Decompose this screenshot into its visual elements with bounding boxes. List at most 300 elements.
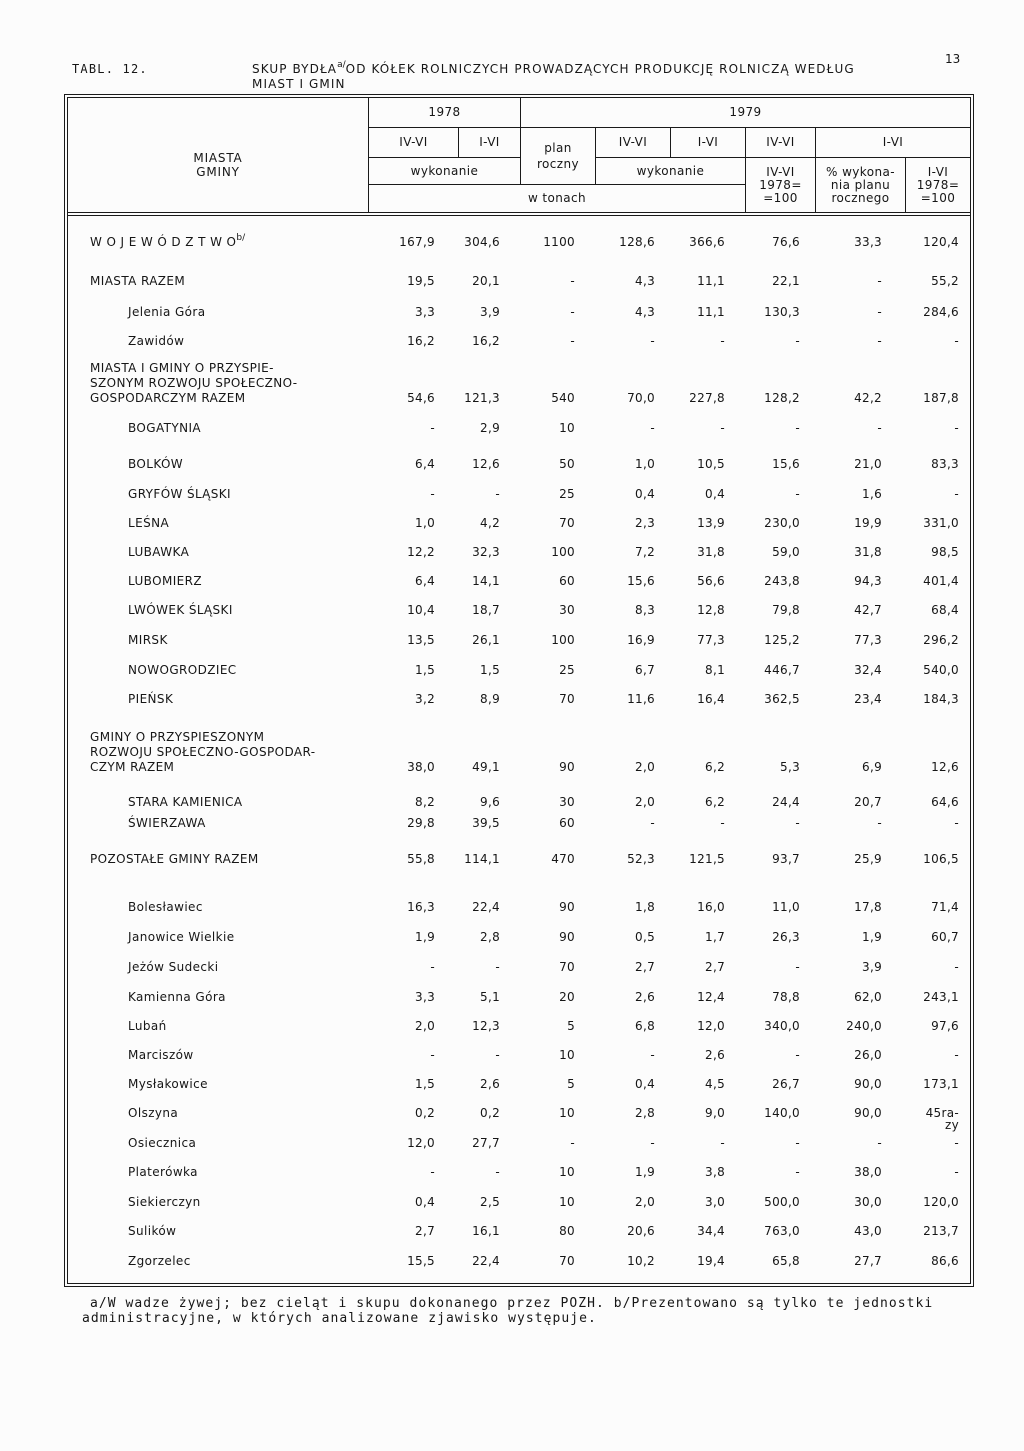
value-plan-execution-pct: 94,3 [854,574,882,588]
value-1979-i-vi: 2,6 [705,1048,725,1062]
value-index-i-vi: 86,6 [931,1254,959,1268]
value-index-i-vi: - [954,960,959,974]
value-index-i-vi: 243,1 [923,990,959,1004]
value-1978-iv-vi: 1,5 [415,1077,435,1091]
column-header-plan-execution: % wykona- nia planu rocznego [815,158,905,212]
unit-name-label: Jelenia Góra [128,305,206,319]
value-index-iv-vi: 76,6 [772,235,800,249]
unit-name-label: Platerówka [128,1165,198,1179]
value-plan-execution-pct: 20,7 [854,795,882,809]
value-index-iv-vi: 78,8 [772,990,800,1004]
value-plan-1979: 30 [559,603,575,617]
column-header-index-iv-vi: IV-VI 1978= =100 [745,158,815,212]
value-1978-i-vi: 20,1 [472,274,500,288]
value-index-iv-vi: - [795,487,800,501]
value-1978-i-vi: 9,6 [480,795,500,809]
value-plan-1979: 1100 [543,235,575,249]
value-index-i-vi: 106,5 [923,852,959,866]
table-title-line2: MIAST I GMIN [252,77,346,91]
unit-name [68,487,368,502]
unit-name-label: PIEŃSK [128,692,174,706]
unit-name-label: Sulików [128,1224,177,1238]
unit-name [68,305,368,320]
value-1979-i-vi: 13,9 [697,516,725,530]
unit-name [68,1224,368,1239]
table-number: TABL. 12. [72,62,148,76]
footnote-marker: b/ [236,233,246,243]
value-1979-i-vi: - [720,421,725,435]
value-1978-i-vi: 304,6 [464,235,500,249]
value-plan-1979: 70 [559,1254,575,1268]
table-row [68,1151,970,1180]
table-row [68,472,970,502]
value-index-iv-vi: 230,0 [764,516,800,530]
value-1979-i-vi: 19,4 [697,1254,725,1268]
value-1978-i-vi: - [495,960,500,974]
value-index-iv-vi: 140,0 [764,1106,800,1120]
value-plan-1979: 100 [551,545,575,559]
value-index-iv-vi: 340,0 [764,1019,800,1033]
value-1978-iv-vi: 12,0 [407,1136,435,1150]
value-1978-i-vi: 114,1 [464,852,500,866]
table-row [68,678,970,707]
table-row [68,406,970,436]
unit-name-label: Osiecznica [128,1136,197,1150]
value-1979-i-vi: 227,8 [689,391,725,405]
value-index-i-vi: 98,5 [931,545,959,559]
value-1979-i-vi: 11,1 [697,305,725,319]
value-index-i-vi: 83,3 [931,457,959,471]
value-plan-execution-pct: 21,0 [854,457,882,471]
value-1978-i-vi: 22,4 [472,900,500,914]
unit-name-label: Zgorzelec [128,1254,191,1268]
value-plan-1979: 10 [559,1165,575,1179]
table-row [68,216,970,250]
value-plan-execution-pct: 31,8 [854,545,882,559]
value-index-i-vi: 97,6 [931,1019,959,1033]
table-row [68,1092,970,1132]
value-1979-i-vi: 6,2 [705,795,725,809]
table-row [68,945,970,975]
unit-name [68,1165,368,1180]
value-index-i-vi: 64,6 [931,795,959,809]
value-1979-i-vi: 2,7 [705,960,725,974]
unit-name [68,930,368,945]
value-index-iv-vi: - [795,960,800,974]
value-1978-iv-vi: 2,0 [415,1019,435,1033]
value-1979-i-vi: 16,0 [697,900,725,914]
value-plan-1979: 70 [559,960,575,974]
value-1978-i-vi: 22,4 [472,1254,500,1268]
value-plan-1979: 70 [559,692,575,706]
measure-label-1979: wykonanie [595,158,745,185]
value-1979-i-vi: 12,4 [697,990,725,1004]
value-index-iv-vi: 65,8 [772,1254,800,1268]
value-1978-i-vi: 0,2 [480,1106,500,1120]
unit-name-label: Olszyna [128,1106,179,1120]
value-plan-execution-pct: - [877,334,882,348]
table-row [68,915,970,945]
value-index-i-vi: 296,2 [923,633,959,647]
table-title [252,62,855,76]
value-1978-iv-vi: - [430,421,435,435]
table-row [68,560,970,589]
value-1979-iv-vi: - [650,334,655,348]
unit-name-label: BOGATYNIA [128,421,202,435]
value-plan-execution-pct: 30,0 [854,1195,882,1209]
value-index-i-vi: - [954,1048,959,1062]
table-row [68,1034,970,1063]
value-plan-1979: 25 [559,487,575,501]
value-1979-iv-vi: 0,4 [635,487,655,501]
value-1978-iv-vi: 167,9 [399,235,435,249]
value-1978-i-vi: 3,9 [480,305,500,319]
value-index-iv-vi: 125,2 [764,633,800,647]
value-plan-1979: - [570,305,575,319]
value-1978-iv-vi: 3,2 [415,692,435,706]
value-1978-i-vi: 26,1 [472,633,500,647]
value-plan-1979: 20 [559,990,575,1004]
value-index-i-vi: 68,4 [931,603,959,617]
value-1979-i-vi: 16,4 [697,692,725,706]
value-plan-1979: 50 [559,457,575,471]
value-index-iv-vi: 79,8 [772,603,800,617]
table-row [68,1210,970,1239]
value-1978-i-vi: - [495,487,500,501]
value-1979-iv-vi: 70,0 [627,391,655,405]
column-group-1978: 1978 [368,98,520,128]
value-index-iv-vi: 362,5 [764,692,800,706]
unit-name-label: Bolesławiec [128,900,203,914]
title-footnote-marker: a/ [337,60,346,70]
unit-name [68,235,368,250]
value-index-iv-vi: - [795,421,800,435]
value-1979-iv-vi: 2,3 [635,516,655,530]
unit-name-label: LUBOMIERZ [128,574,202,588]
value-1979-i-vi: 56,6 [697,574,725,588]
unit-name-label: Kamienna Góra [128,990,226,1004]
value-1978-iv-vi: 6,4 [415,574,435,588]
value-1979-i-vi: 6,2 [705,760,725,774]
value-1978-iv-vi: - [430,960,435,974]
value-index-iv-vi: 22,1 [772,274,800,288]
data-table [64,94,974,1287]
value-plan-execution-pct: 38,0 [854,1165,882,1179]
unit-name [68,852,368,867]
unit-name [68,1077,368,1092]
value-plan-execution-pct: 240,0 [846,1019,882,1033]
value-1979-i-vi: 4,5 [705,1077,725,1091]
value-index-i-vi: - [954,1165,959,1179]
value-1978-iv-vi: 16,3 [407,900,435,914]
unit-name-label: LWÓWEK ŚLĄSKI [128,603,233,617]
value-plan-execution-pct: - [877,816,882,830]
value-index-i-vi: 331,0 [923,516,959,530]
value-1979-i-vi: 12,0 [697,1019,725,1033]
table-row [68,648,970,678]
unit-name [68,990,368,1005]
value-index-i-vi: - [954,816,959,830]
value-plan-1979: 60 [559,816,575,830]
unit-name [68,421,368,436]
column-header-1979-iv-vi: IV-VI [595,128,670,158]
unit-name-label: Zawidów [128,334,185,348]
table-row [68,1121,970,1151]
value-index-i-vi: 173,1 [923,1077,959,1091]
value-index-i-vi: - [954,487,959,501]
value-plan-1979: 90 [559,930,575,944]
value-plan-1979: 30 [559,795,575,809]
value-1978-iv-vi: 1,0 [415,516,435,530]
value-1979-i-vi: 77,3 [697,633,725,647]
value-1978-i-vi: 18,7 [472,603,500,617]
value-1979-iv-vi: 2,6 [635,990,655,1004]
unit-name [68,457,368,472]
value-index-iv-vi: 26,3 [772,930,800,944]
value-index-i-vi: 184,3 [923,692,959,706]
value-1978-i-vi: 2,6 [480,1077,500,1091]
value-plan-1979: 10 [559,1048,575,1062]
value-index-iv-vi: 15,6 [772,457,800,471]
value-1979-iv-vi: 8,3 [635,603,655,617]
table-row [68,1180,970,1210]
value-1979-iv-vi: 6,8 [635,1019,655,1033]
value-plan-execution-pct: 6,9 [862,760,882,774]
value-plan-execution-pct: 3,9 [862,960,882,974]
unit-name-label: Janowice Wielkie [128,930,235,944]
value-1978-iv-vi: 3,3 [415,305,435,319]
unit-name [68,795,368,810]
value-plan-execution-pct: 25,9 [854,852,882,866]
unit-name [68,1019,368,1034]
unit-name-label: Jeżów Sudecki [128,960,219,974]
footnote-line: administracyjne, w których analizowane zjawisko występuje. [82,1311,597,1326]
unit-name-label: Siekierczyn [128,1195,201,1209]
value-1979-iv-vi: 1,9 [635,1165,655,1179]
column-group-1979: 1979 [520,98,970,128]
footnote-line: a/W wadze żywej; bez cieląt i skupu dokonanego przez POZH. b/Prezentowano są tylko te jednostki [90,1296,934,1311]
value-plan-1979: 80 [559,1224,575,1238]
column-group-i-vi: I-VI [815,128,970,158]
value-1979-i-vi: - [720,334,725,348]
value-1978-i-vi: 49,1 [472,760,500,774]
value-1978-iv-vi: - [430,1048,435,1062]
unit-name [68,361,368,406]
value-plan-1979: 5 [567,1019,575,1033]
value-index-i-vi: 55,2 [931,274,959,288]
column-header-1979-i-vi: I-VI [670,128,745,158]
value-plan-execution-pct: - [877,1136,882,1150]
value-1979-i-vi: 8,1 [705,663,725,677]
unit-label: w tonach [368,185,745,212]
value-1978-iv-vi: 8,2 [415,795,435,809]
value-1978-iv-vi: 16,2 [407,334,435,348]
value-1978-iv-vi: 19,5 [407,274,435,288]
value-1978-i-vi: 27,7 [472,1136,500,1150]
value-index-i-vi: 540,0 [923,663,959,677]
unit-name-label: Lubań [128,1019,167,1033]
value-1978-iv-vi: 10,4 [407,603,435,617]
value-1978-i-vi: - [495,1048,500,1062]
unit-name-label: STARA KAMIENICA [128,795,243,809]
value-1978-iv-vi: 29,8 [407,816,435,830]
value-plan-execution-pct: 42,7 [854,603,882,617]
unit-name-label: NOWOGRODZIEC [128,663,237,677]
value-1979-iv-vi: 2,7 [635,960,655,974]
value-plan-1979: 540 [551,391,575,405]
value-1979-i-vi: 12,8 [697,603,725,617]
value-index-i-vi: 60,7 [931,930,959,944]
value-1978-iv-vi: 0,4 [415,1195,435,1209]
value-1978-iv-vi: 55,8 [407,852,435,866]
value-plan-1979: 70 [559,516,575,530]
value-1978-i-vi: 2,5 [480,1195,500,1209]
table-row [68,1005,970,1034]
unit-name [68,960,368,975]
value-1979-i-vi: 9,0 [705,1106,725,1120]
value-index-iv-vi: 11,0 [772,900,800,914]
table-title-rest: OD KÓŁEK ROLNICZYCH PROWADZĄCYCH PRODUKCJĘ ROLNICZĄ WEDŁUG [345,62,855,76]
value-1978-i-vi: 8,9 [480,692,500,706]
value-1978-iv-vi: 1,9 [415,930,435,944]
table-row [68,775,970,810]
value-plan-1979: 100 [551,633,575,647]
value-index-iv-vi: - [795,1048,800,1062]
unit-name-label: MIRSK [128,633,168,647]
value-1978-i-vi: - [495,1165,500,1179]
value-index-iv-vi: 26,7 [772,1077,800,1091]
value-1979-iv-vi: 1,8 [635,900,655,914]
unit-name [68,545,368,560]
value-index-i-vi: 213,7 [923,1224,959,1238]
value-1979-iv-vi: 2,8 [635,1106,655,1120]
value-1979-iv-vi: - [650,816,655,830]
value-1978-i-vi: 12,3 [472,1019,500,1033]
value-1978-iv-vi: 54,6 [407,391,435,405]
unit-name [68,633,368,648]
value-1978-iv-vi: 15,5 [407,1254,435,1268]
column-header-annual-plan: plan roczny [520,128,595,185]
value-index-i-vi: 120,0 [923,1195,959,1209]
unit-name [68,574,368,589]
value-plan-execution-pct: 77,3 [854,633,882,647]
table-row [68,289,970,320]
value-1979-i-vi: - [720,816,725,830]
value-index-i-vi: - [954,1136,959,1150]
value-1978-i-vi: 5,1 [480,990,500,1004]
value-1979-iv-vi: - [650,421,655,435]
table-row [68,975,970,1005]
column-header-units: MIASTA GMINY [193,151,243,179]
value-plan-1979: 25 [559,663,575,677]
value-plan-1979: 90 [559,760,575,774]
value-plan-execution-pct: - [877,274,882,288]
unit-name-label: GRYFÓW ŚLĄSKI [128,487,231,501]
table-title-main: SKUP BYDŁA [252,62,338,76]
value-plan-execution-pct: - [877,305,882,319]
table-row [68,589,970,618]
value-index-iv-vi: 5,3 [780,760,800,774]
unit-name-label: Mysłakowice [128,1077,208,1091]
value-plan-execution-pct: 32,4 [854,663,882,677]
value-index-i-vi: - [954,421,959,435]
value-1979-iv-vi: 10,2 [627,1254,655,1268]
unit-name [68,1048,368,1063]
value-1978-iv-vi: 1,5 [415,663,435,677]
value-index-i-vi: 45ra- zy [925,1106,959,1132]
unit-name-label: W O J E W Ó D Z T W O [90,235,237,249]
unit-name [68,1254,368,1269]
value-1978-i-vi: 2,9 [480,421,500,435]
value-index-i-vi: - [954,334,959,348]
value-plan-execution-pct: 42,2 [854,391,882,405]
value-plan-execution-pct: 90,0 [854,1077,882,1091]
unit-name [68,816,368,831]
value-index-iv-vi: - [795,334,800,348]
unit-name-label: BOLKÓW [128,457,184,471]
value-index-iv-vi: 24,4 [772,795,800,809]
value-plan-execution-pct: 23,4 [854,692,882,706]
value-1979-iv-vi: 6,7 [635,663,655,677]
table-row [68,436,970,472]
value-1978-iv-vi: 38,0 [407,760,435,774]
value-1979-iv-vi: 2,0 [635,1195,655,1209]
table-row [68,320,970,349]
value-index-iv-vi: 59,0 [772,545,800,559]
table-row [68,867,970,915]
unit-name [68,334,368,349]
value-1978-i-vi: 2,8 [480,930,500,944]
value-plan-execution-pct: 1,6 [862,487,882,501]
value-1978-iv-vi: 12,2 [407,545,435,559]
value-1978-iv-vi: 0,2 [415,1106,435,1120]
value-plan-execution-pct: 26,0 [854,1048,882,1062]
value-plan-execution-pct: 17,8 [854,900,882,914]
column-header-1978-iv-vi: IV-VI [368,128,458,158]
value-plan-execution-pct: - [877,421,882,435]
value-1978-i-vi: 12,6 [472,457,500,471]
value-1978-i-vi: 14,1 [472,574,500,588]
unit-name [68,1136,368,1151]
value-plan-execution-pct: 43,0 [854,1224,882,1238]
unit-name-label: POZOSTAŁE GMINY RAZEM [90,852,259,866]
value-plan-1979: 90 [559,900,575,914]
value-index-i-vi: 120,4 [923,235,959,249]
value-index-iv-vi: 243,8 [764,574,800,588]
value-1979-iv-vi: 7,2 [635,545,655,559]
value-plan-1979: 10 [559,421,575,435]
table-row [68,349,970,406]
value-1978-iv-vi: - [430,1165,435,1179]
value-index-iv-vi: 446,7 [764,663,800,677]
value-index-iv-vi: 128,2 [764,391,800,405]
column-group-index-iv-vi: IV-VI [745,128,815,158]
unit-name-label: LEŚNA [128,516,170,530]
unit-name [68,1106,368,1121]
value-1978-i-vi: 39,5 [472,816,500,830]
value-1978-iv-vi: 2,7 [415,1224,435,1238]
value-1978-i-vi: 32,3 [472,545,500,559]
value-index-iv-vi: 130,3 [764,305,800,319]
value-1979-iv-vi: 11,6 [627,692,655,706]
value-1979-iv-vi: - [650,1136,655,1150]
value-1979-iv-vi: 16,9 [627,633,655,647]
table-row [68,1063,970,1092]
value-1979-iv-vi: 2,0 [635,760,655,774]
value-plan-1979: 5 [567,1077,575,1091]
table-row [68,831,970,867]
value-1979-iv-vi: 1,0 [635,457,655,471]
